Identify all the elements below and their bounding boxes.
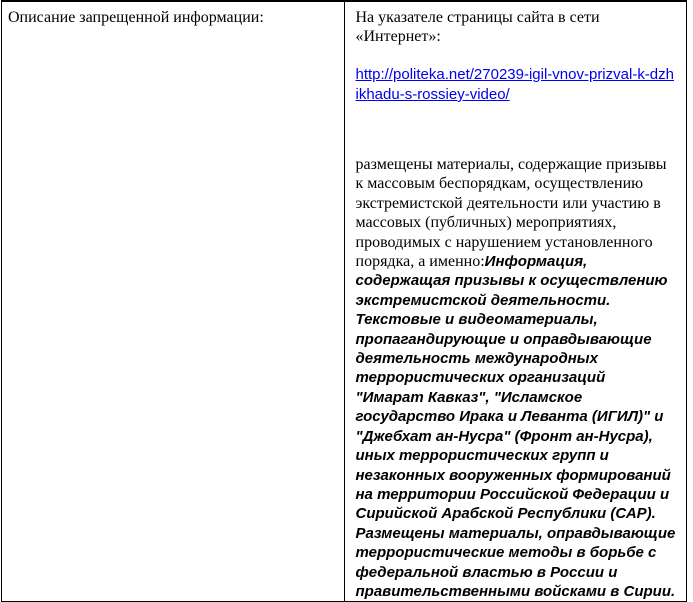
- description-prefix: размещены материалы, содержащие призывы к массовым беспорядкам, осуществлению экстремистской деятельности или участию в массовых (публичных) мероприятиях, проводимых с нарушением установленного порядка, а именно:: [355, 156, 667, 271]
- site-url-link[interactable]: http://politeka.net/270239-igil-vnov-prizval-k-dzhikhadu-s-rossiey-video/: [355, 66, 674, 103]
- field-label: Описание запрещенной информации:: [8, 9, 264, 26]
- table-row: [2, 5, 687, 602]
- field-value-cell: [344, 5, 687, 602]
- intro-text: На указателе страницы сайта в сети «Интернет»:: [355, 9, 600, 45]
- info-table: [1, 0, 687, 602]
- field-label-cell: [2, 5, 345, 602]
- description-details: Информация, содержащая призывы к осуществлению экстремистской деятельности. Текстовые и видеоматериалы, пропагандирующие и оправдывающие деятельность международных террористических организаций "Имарат Кавказ", "Исламское государство Ирака и Леванта (ИГИЛ)" и "Джебхат ан-Нусра" (Фронт ан-Нусра), иных террористических групп и незаконных вооруженных формирований на территории Российской Федерации и Сирийской Арабской Республики (САР). Размещены материалы, оправдывающие террористические методы в борьбе с федеральной властью в России и правительственными войсками в Сирии.: [355, 253, 676, 600]
- description-paragraph: [356, 155, 677, 601]
